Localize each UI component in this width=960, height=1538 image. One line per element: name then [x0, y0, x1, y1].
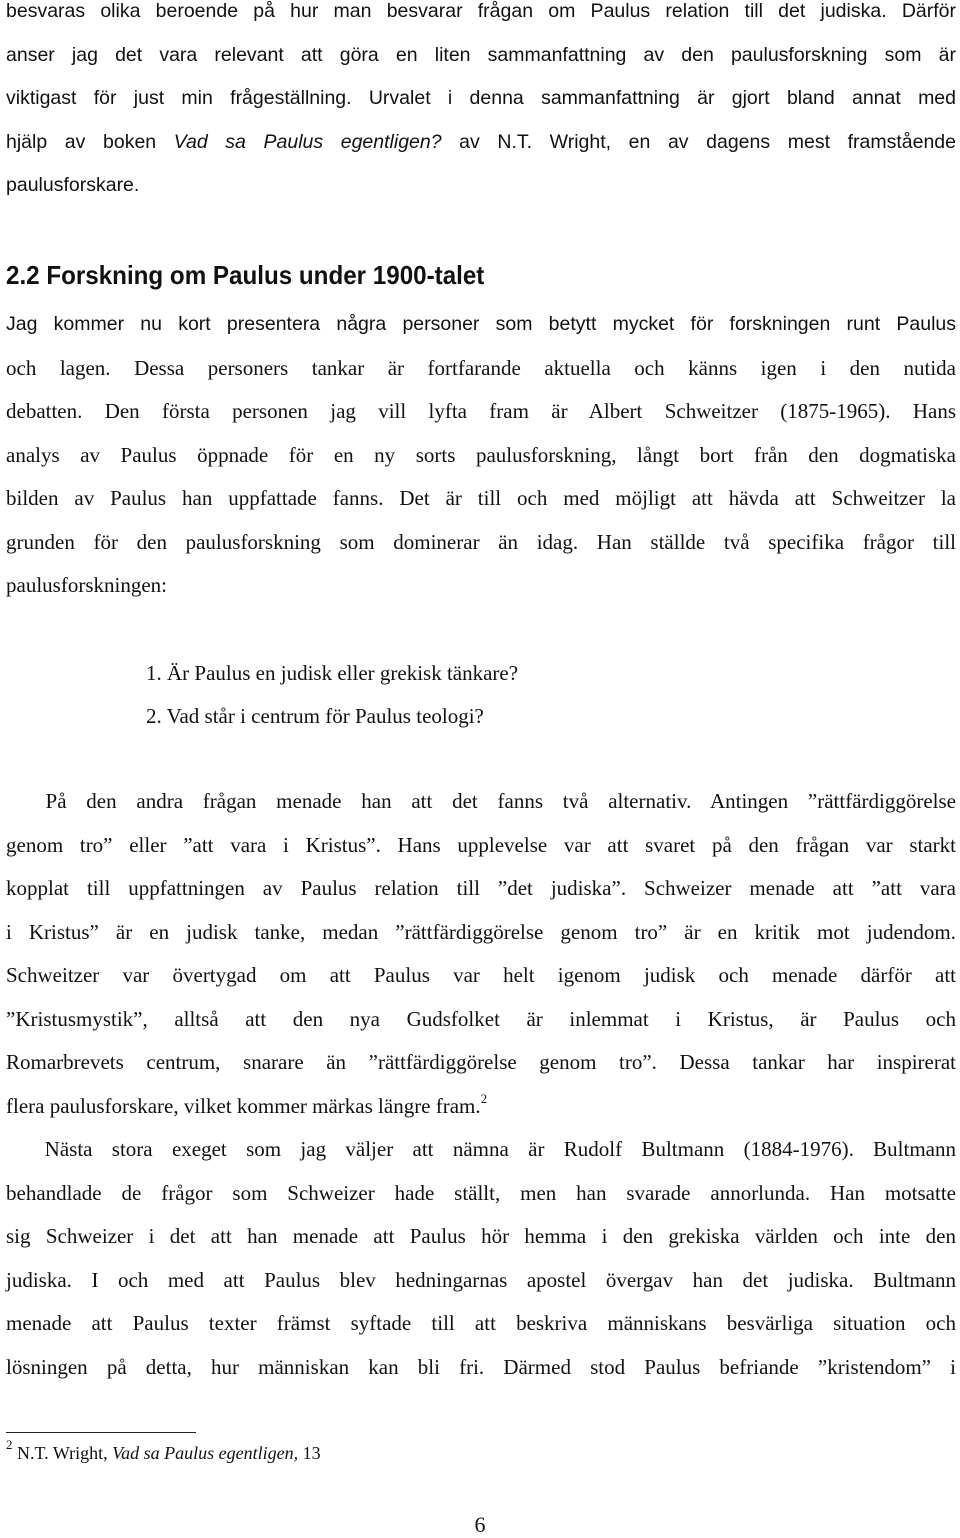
para3-line: menade att Paulus texter främst syftade till att beskriva människans besvärliga situation och: [6, 1311, 956, 1335]
para2-line: ”Kristusmystik”, alltså att den nya Gudsfolket är inlemmat i Kristus, är Paulus och: [6, 1006, 956, 1031]
para1-line: bilden av Paulus han uppfattade fanns. Det är till och med möjligt att hävda att Schweitzer la: [6, 486, 956, 510]
para3-line: lösningen på detta, hur människan kan bli fri. Därmed stod Paulus befriande ”kristendom” i: [6, 1354, 956, 1379]
paragraph-2: [6, 780, 956, 1128]
para1-line: Jag kommer nu kort presentera några personer som betytt mycket för forskningen runt Paulus: [6, 313, 956, 335]
para1-line: grunden för den paulusforskning som dominerar än idag. Han ställde två specifika frågor till: [6, 529, 956, 554]
para2-line: genom tro” eller ”att vara i Kristus”. Hans upplevelse var att svaret på den frågan var starkt: [6, 832, 956, 857]
footnote-title: Vad sa Paulus egentligen,: [112, 1443, 299, 1463]
para2-line: På den andra frågan menade han att det fanns två alternativ. Antingen ”rättfärdiggörelse: [6, 789, 956, 813]
para3-line: behandlade de frågor som Schweizer hade ställt, men han svarade annorlunda. Han motsatte: [6, 1180, 956, 1205]
intro-line: hjälp av boken Vad sa Paulus egentligen? av N.T. Wright, en av dagens mest framstående: [6, 130, 956, 153]
para1-line: paulusforskningen:: [6, 573, 167, 597]
intro-paragraph: [6, 0, 956, 208]
footnote-number: 2: [6, 1437, 13, 1452]
footnote: $^2$ N.T. Wright, Vad sa Paulus egentligen, 13: [6, 1437, 321, 1463]
section-heading: 2.2 Forskning om Paulus under 1900-talet: [6, 260, 485, 290]
para3-line: sig Schweizer i det att han menade att Paulus hör hemma i den grekiska världen och inte den: [6, 1224, 956, 1248]
para1-line: analys av Paulus öppnade för en ny sorts paulusforskning, långt bort från den dogmatiska: [6, 442, 956, 467]
book-title: Vad sa Paulus egentligen?: [173, 130, 442, 153]
para2-line: i Kristus” är en judisk tanke, medan ”rättfärdiggörelse genom tro” är en kritik mot judendom.: [6, 919, 956, 944]
intro-line: besvaras olika beroende på hur man besvarar frågan om Paulus relation till det judiska. Därför: [6, 0, 956, 22]
intro-line: viktigast för just min frågeställning. Urvalet i denna sammanfattning är gjort bland annat med: [6, 87, 956, 109]
page-number: 6: [474, 1512, 486, 1537]
para1-line: debatten. Den första personen jag vill lyfta fram är Albert Schweitzer (1875-1965). Hans: [6, 399, 956, 423]
intro-line: paulusforskare.: [6, 174, 140, 196]
list-item: 2. Vad står i centrum för Paulus teologi?: [146, 704, 484, 728]
para2-line: flera paulusforskare, vilket kommer märkas längre fram.$^2$: [6, 1090, 488, 1118]
para2-line: Schweitzer var övertygad om att Paulus var helt igenom judisk och menade därför att: [6, 963, 956, 987]
footnote-reference[interactable]: 2: [480, 1090, 488, 1106]
intro-line: anser jag det vara relevant att göra en liten sammanfattning av den paulusforskning som är: [6, 43, 956, 66]
question-list: [6, 652, 518, 738]
paragraph-3: [6, 1128, 956, 1389]
paragraph-1: [6, 303, 956, 608]
para3-line: judiska. I och med att Paulus blev hedningarnas apostel övergav han det judiska. Bultmann: [6, 1267, 956, 1292]
para1-line: och lagen. Dessa personers tankar är fortfarande aktuella och känns igen i den nutida: [6, 355, 956, 380]
para2-line: Romarbrevets centrum, snarare än ”rättfärdiggörelse genom tro”. Dessa tankar har inspirerat: [6, 1050, 956, 1074]
para2-line: kopplat till uppfattningen av Paulus relation till ”det judiska”. Schweizer menade att ”att vara: [6, 876, 956, 900]
footnote-divider: [6, 1432, 196, 1433]
list-item: 1. Är Paulus en judisk eller grekisk tänkare?: [146, 661, 519, 685]
para3-line: Nästa stora exeget som jag väljer att nämna är Rudolf Bultmann (1884-1976). Bultmann: [6, 1137, 956, 1161]
